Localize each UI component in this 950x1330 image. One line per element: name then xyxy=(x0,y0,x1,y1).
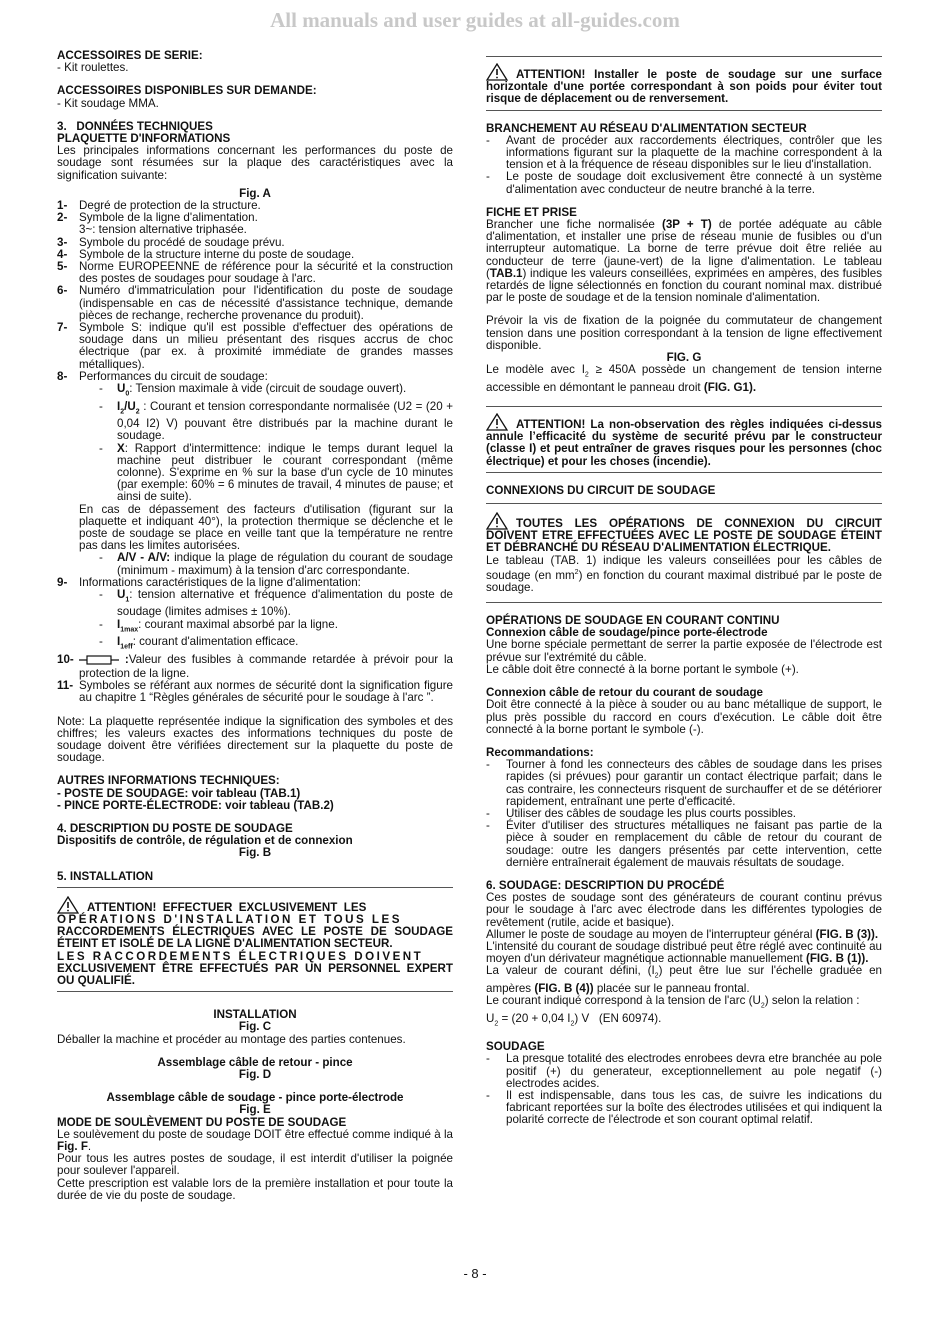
model-text: Le modèle avec $I_2 \ge 450A$ possède un changement de tension interne accessible en démontant le panneau droit (FIG. G1). xyxy=(486,363,882,394)
class-warning: ATTENTION! La non-observation des règles indiquées ci-dessus annule l’efficacité du système de securité prévu par le constructeur (classe I) et peut entraîner de graves risques pour les personnes (choc électrique) et pour les choses (incendie). xyxy=(486,413,882,468)
recommendations-list xyxy=(486,759,882,869)
list-item: - Utiliser des câbles de soudage les plus courts possibles. xyxy=(486,808,882,820)
left-column xyxy=(57,50,453,1202)
right-column xyxy=(486,50,882,1127)
warning-triangle-icon xyxy=(486,512,508,530)
section-6-text-4: La valeur de courant défini, $(I_2)$ peut être lue sur l'échelle graduée en ampères (FIG. B (4)) placée sur le panneau frontal. xyxy=(486,964,882,995)
electrode-cable-text-2: Le câble doit être connecté à la borne portant le symbole (+). xyxy=(486,662,799,676)
sub-item-x: - X: Rapport d'intermittence: indique le temps durant lequel la machine peut distribuer le courant correspondant (même colonne). S'exprime en % sur la base d'un cycle de 10 minutes (par exemple: 60% = 6 minutes de travail, 4 minutes de pause; et ainsi de suite). xyxy=(97,443,453,504)
accessories-optional-title: ACCESSOIRES DISPONIBLES SUR DEMANDE: xyxy=(57,84,317,98)
lifting-text-3: Cette prescription est valable lors de la première installation et pour toute la durée de vie du poste de soudage. xyxy=(57,1176,453,1202)
warning-triangle-icon xyxy=(486,63,508,81)
warning-triangle-icon xyxy=(57,896,79,914)
installation-text: Déballer la machine et procéder au montage des parties contenues. xyxy=(57,1032,406,1046)
plug-socket-text: Brancher une fiche normalisée (3P + T) de portée adéquate au câble d'alimentation, et installer une prise de réseau munie de fusibles ou d'un interrupteur automatique. La borne de terre prévue doit être reliée au conducteur de terre (jaune-vert) de la ligne d'alimentation. Le tableau (TAB.1) indique les valeurs conseillées, exprimées en ampères, des fusibles retardés de ligne sélectionnés en fonction du courant nominal max. distribué par le poste de soudage et de la tension nominale d'alimentation. xyxy=(486,218,882,305)
fig-c-label: Fig. C xyxy=(238,1020,272,1034)
plate-item: 5- Norme EUROPEENNE de référence pour la sécurité et la construction des postes de soudages pour soudage à l'arc. xyxy=(57,260,453,286)
sub-item-imax: - $I_{1max}$: courant maximal absorbé par la ligne. xyxy=(97,619,453,637)
fig-a-label: Fig. A xyxy=(239,186,271,200)
dc-operations-title: OPÉRATIONS DE SOUDAGE EN COURANT CONTINU xyxy=(486,614,780,628)
fig-b-label: Fig. B xyxy=(238,846,272,860)
section-6-text-3: L'intensité du courant de soudage distribué peut être réglé avec continuité au moyen d'un dérivateur magnétique actionnable manuellement (FIG. B (1)). xyxy=(486,939,882,966)
welding-title: SOUDAGE xyxy=(486,1040,545,1054)
cable-table-text: Le tableau (TAB. 1) indique les valeurs conseillées pour les câbles de soudage (en $mm^2$) en fonction du courant maximal distribué par le poste de soudage. xyxy=(486,553,882,594)
plug-socket-title: FICHE ET PRISE xyxy=(486,205,577,219)
recommendations-title: Recommandations: xyxy=(486,745,594,759)
accessories-standard-item: - Kit roulettes. xyxy=(57,61,129,75)
surface-warning: ATTENTION! Installer le poste de soudage sur une surface horizontale d'une portée correspondant à son poids pour éviter tout risque de déplacement ou de renversement. xyxy=(486,63,882,106)
warning-triangle-icon xyxy=(486,413,508,431)
plate-item: 9- Informations caractéristiques de la ligne d'alimentation: - $U_1$: tension alternative et fréquence d'alimentation du poste de soudage (limites admises ± 10%). - $I_{1max}$: courant maximal absorbé par la ligne. - $I_{1eff}$: courant d'alimentation efficace. xyxy=(57,577,453,654)
section-3-subtitle: PLAQUETTE D'INFORMATIONS xyxy=(57,132,231,146)
sub-item-u1: - $U_1$: tension alternative et fréquence d'alimentation du poste de soudage (limites admises ± 10%). xyxy=(97,589,453,619)
other-info-title: AUTRES INFORMATIONS TECHNIQUES: xyxy=(57,774,280,788)
connection-warning: TOUTES LES OPÉRATIONS DE CONNEXION DU CIRCUIT DOIVENT ETRE EFFECTUÉES AVEC LE POSTE DE SOUDAGE ÉTEINT ET DÉBRANCHÉ DU RÉSEAU D'ALIMENTATION ÉLECTRIQUE. xyxy=(486,512,882,555)
section-4-title: 4. DESCRIPTION DU POSTE DE SOUDAGE xyxy=(57,821,293,835)
divider xyxy=(486,602,882,603)
fig-e-label: Fig. E xyxy=(239,1103,271,1117)
return-cable-title: Connexion câble de retour du courant de soudage xyxy=(486,686,763,700)
plate-item: 1- Degré de protection de la structure. xyxy=(57,199,261,213)
plate-item: 4- Symbole de la structure interne du poste de soudage. xyxy=(57,247,355,261)
plate-item: 6- Numéro d'immatriculation pour l'identification du poste de soudage (indispensable en cas de nécessité d'assistance technique, demande pièces de rechange, recherche provenance du produit). xyxy=(57,284,453,322)
supply-line-sublist xyxy=(79,589,453,654)
mains-connection-list xyxy=(486,135,882,196)
divider xyxy=(486,406,882,407)
divider xyxy=(57,887,453,888)
welding-circuit-sublist xyxy=(79,383,453,503)
plate-item: 3- Symbole du procédé de soudage prévu. xyxy=(57,235,285,249)
assembly-return-title: Assemblage câble de retour - pince xyxy=(157,1055,353,1069)
electrode-cable-subtitle: Connexion câble de soudage/pince porte-électrode xyxy=(486,626,768,640)
assembly-welding-title: Assemblage câble de soudage - pince porte-électrode xyxy=(106,1091,404,1105)
section-6-formula: $U_2 = (20 + 0,04$ $I_2$) V (EN 60974). xyxy=(486,1011,662,1027)
installation-warning: ATTENTION! EFFECTUER EXCLUSIVEMENT LES OPÉRATIONS D'INSTALLATION ET TOUS LES RACCORDEMENTS ÉLECTRIQUES AVEC LE POSTE DE SOUDAGE ÉTEINT ET ISOLÉ DE LA LIGNE D'ALIMENTATION SECTEUR. LES RACCORDEMENTS ÉLECTRIQUES DOIVENT EXCLUSIVEMENT ÊTRE EFFECTUÉS PAR UN PERSONNEL EXPERT OU QUALIFIÉ. xyxy=(57,896,453,987)
plate-item: 2- Symbole de la ligne d'alimentation. 3~: tension alternative triphasée. xyxy=(57,211,258,237)
sub-item-av: - A/V - A/V: indique la plage de régulation du courant de soudage (minimum - maximum) à la tension d'arc correspondante. xyxy=(97,552,453,576)
list-item: - Il est indispensable, dans tous les cas, de suivre les indications du fabricant reportées sur la boîte des électrodes utilisées et qui indiquent la polarité correcte de l'électrode et son courant optimal relatif. xyxy=(486,1090,882,1127)
list-item: - Le poste de soudage doit exclusivement être connecté à un système d'alimentation avec conducteur de neutre branché à la terre. xyxy=(486,171,882,195)
divider xyxy=(486,110,882,111)
lifting-title: MODE DE SOULÈVEMENT DU POSTE DE SOUDAGE xyxy=(57,1115,347,1129)
accessories-standard-title: ACCESSOIRES DE SERIE: xyxy=(57,49,203,62)
sub-item-ieff: - $I_{1eff}$: courant d'alimentation efficace. xyxy=(97,636,453,654)
plate-item: 7- Symbole S: indique qu'il est possible d'effectuer des opérations de soudage dans un milieu présentant des risques accrus de choc électrique (par ex. à proximité immédiate de grandes masses métalliques). xyxy=(57,321,453,371)
return-cable-text: Doit être connecté à la pièce à souder ou au banc métallique de support, le plus près possible du raccord en cours d'exécution. Le câble doit être connecté à la borne portant le symbole (-). xyxy=(486,698,882,736)
fig-d-label: Fig. D xyxy=(238,1067,272,1081)
electrode-cable-text-1: Une borne spéciale permettant de serrer la partie exposée de l'électrode est prévue sur l'extrémité du câble. xyxy=(486,638,882,664)
section-4-subtitle: Dispositifs de contrôle, de régulation et de connexion xyxy=(57,834,353,848)
section-5-title: 5. INSTALLATION xyxy=(57,869,154,883)
divider xyxy=(486,503,882,504)
list-item: - Tourner à fond les connecteurs des câbles de soudage dans les prises rapides (si prévues) pour garantir un contact électrique parfait; dans le cas contraire, les connecteurs risquent de surchauffer et de se détériorer rapidement, entraînant une perte d'efficacité. xyxy=(486,759,882,808)
section-6-text-2: Allumer le poste de soudage au moyen de l'interrupteur général (FIG. B (3)). xyxy=(486,927,879,941)
accessories-optional-item: - Kit soudage MMA. xyxy=(57,96,159,110)
divider xyxy=(486,56,882,57)
section-6-text-1: Ces postes de soudage sont des générateurs de courant continu prévus pour le soudage à l'arc avec électrode dans les différentes typologies de revêtement (rutile, acide et basique). xyxy=(486,891,882,929)
list-item: - Éviter d'utiliser des structures métalliques ne faisant pas partie de la pièce à souder en remplacement du câble de retour du courant de soudage: outre les dangers présentés par cette intervention, cette dernière entraînerait également de mauvais résultats de soudage. xyxy=(486,820,882,869)
plate-note: Note: La plaquette représentée indique la signification des symboles et des chiffres; les valeurs exactes des informations techniques du poste de soudage doivent être vérifiées directement sur la plaquette du poste de soudage. xyxy=(57,714,453,765)
section-3-title: 3. DONNÉES TECHNIQUES xyxy=(57,119,213,133)
welding-connections-title: CONNEXIONS DU CIRCUIT DE SOUDAGE xyxy=(486,483,716,497)
divider xyxy=(486,472,882,473)
lifting-text-1: Le soulèvement du poste de soudage DOIT être effectué comme indiqué à la Fig. F. xyxy=(57,1127,453,1153)
other-info-holder: - PINCE PORTE-ÉLECTRODE: voir tableau (TAB.2) xyxy=(57,798,334,812)
plate-items-list xyxy=(57,200,453,704)
mains-connection-title: BRANCHEMENT AU RÉSEAU D'ALIMENTATION SECTEUR xyxy=(486,121,807,135)
divider xyxy=(57,991,453,992)
welding-range-sublist xyxy=(79,552,453,576)
list-item: - La presque totalité des electrodes enrobees devra etre branchée au pole positif (+) du generateur, exceptionnellement au pole negatif (-) electrodes acides. xyxy=(486,1053,882,1090)
lifting-text-2: Pour tous les autres postes de soudage, il est interdit d'utiliser la poignée pour soulever l'appareil. xyxy=(57,1152,453,1178)
other-info-welder: - POSTE DE SOUDAGE: voir tableau (TAB.1) xyxy=(57,786,301,800)
sub-item-u0: - $U_0$: Tension maximale à vide (circuit de soudage ouvert). xyxy=(97,383,453,401)
installation-title: INSTALLATION xyxy=(213,1008,297,1022)
page-number: - 8 - xyxy=(463,1266,487,1281)
voltage-screw-text: Prévoir la vis de fixation de la poignée du commutateur de changement tension dans une position correspondant à la tension de ligne effectivement disponible. xyxy=(486,314,882,352)
welding-list xyxy=(486,1053,882,1126)
plate-item: 10- :Valeur des fusibles à commande retardée à prévoir pour la protection de la ligne. xyxy=(57,652,453,680)
plate-item: 8- Performances du circuit de soudage: - $U_0$: Tension maximale à vide (circuit de soudage ouvert). - $I_2/U_2$ : Courant et tension correspondante normalisée (U2 = (20 + 0,04 I2) V) pouvant être distribués par la machine durant le soudage. - X: Rapport d'intermittence: indique le temps durant lequel la machine peut distribuer le courant correspondant (même colonne). S'exprime en % sur la base d'un cycle de 10 minutes (par exemple: 60% = 6 minutes de travail, 4 minutes de pause; et ainsi de suite). En cas de dépassement des facteurs d'utilisation (figurant sur la plaquette et indiquant 40°), la protection thermique se déclenche et le poste de soudage se place en veille tant que la température ne rentre pas dans les limites autorisées. - A/V - A/V: indique la plage de régulation du courant de soudage (minimum - maximum) à la tension d'arc correspondante. xyxy=(57,371,453,577)
list-item: - Avant de procéder aux raccordements électriques, contrôler que les informations figurant sur la plaquette de la machine correspondent à la tension et à la fréquence de réseau disponibles sur le lieu d'installation. xyxy=(486,135,882,172)
plate-item: 11- Symboles se référant aux normes de sécurité dont la signification figure au chapitre 1 “Règles générales de sécurité pour le soudage à l'arc ”. xyxy=(57,679,453,705)
sub-item-i2u2: - $I_2/U_2$ : Courant et tension correspondante normalisée (U2 = (20 + 0,04 I2) V) pouvant être distribués par la machine durant le soudage. xyxy=(97,401,453,443)
watermark: All manuals and user guides at all-guides.com xyxy=(270,8,680,32)
section-3-intro: Les principales informations concernant les performances du poste de soudage sont résumées sur la plaque des caractéristiques avec la signification suivante: xyxy=(57,144,453,182)
overload-note: En cas de dépassement des facteurs d'utilisation (figurant sur la plaquette et indiquant 40°), la protection thermique se déclenche et le poste de soudage se place en veille tant que la température ne rentre pas dans les limites autorisées. xyxy=(79,502,453,553)
fig-g-label: FIG. G xyxy=(666,351,702,365)
section-6-text-5: Le courant indiqué correspond à la tension de l'arc $(U_2)$ selon la relation : xyxy=(486,994,860,1010)
section-6-title: 6. SOUDAGE: DESCRIPTION DU PROCÉDÉ xyxy=(486,878,725,892)
